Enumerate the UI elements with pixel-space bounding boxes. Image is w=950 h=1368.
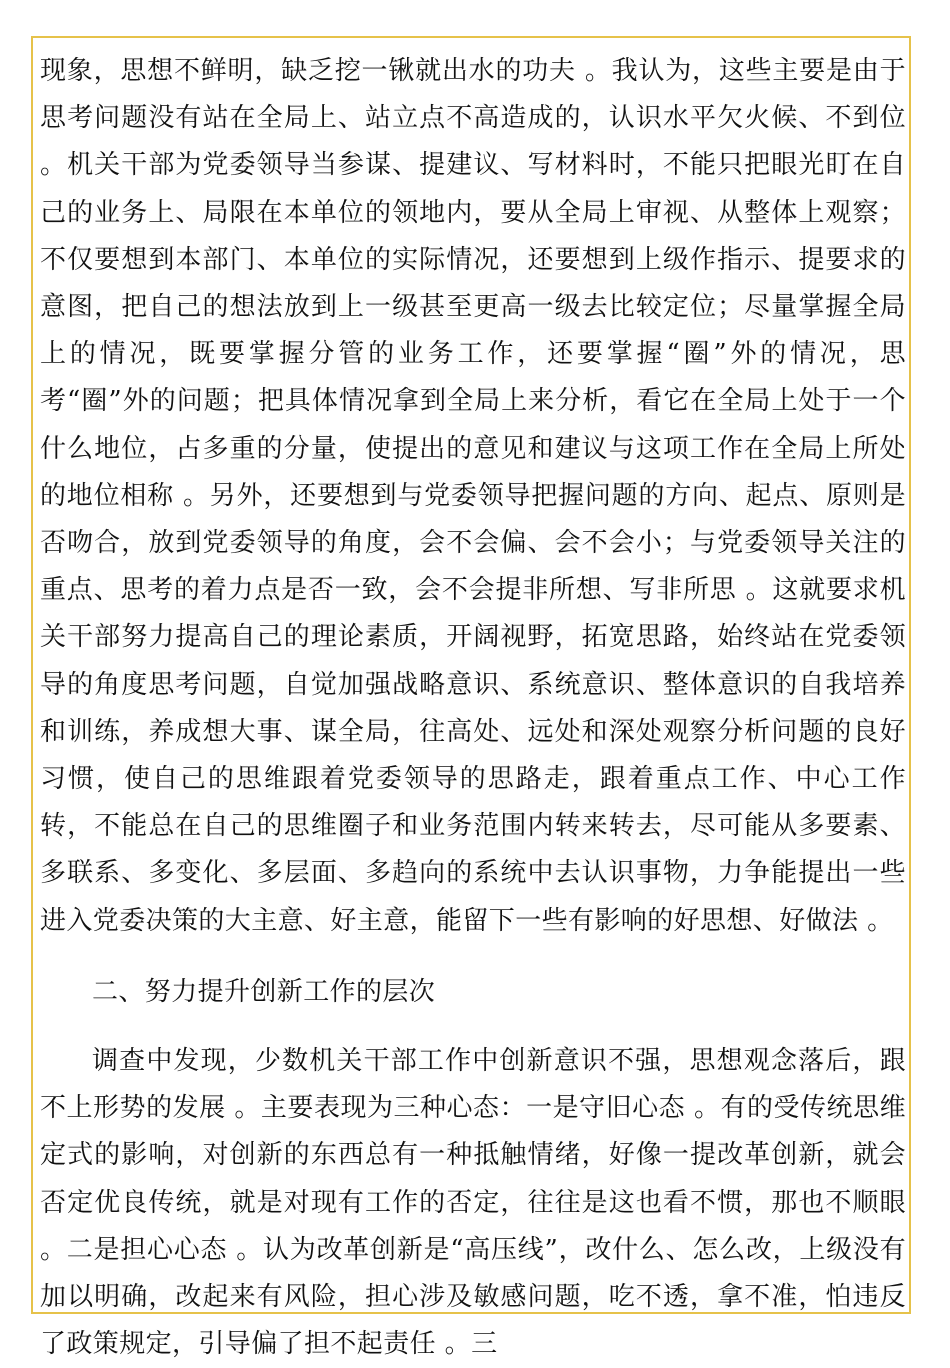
section-heading: 二、努力提升创新工作的层次 [92,976,436,1007]
document-body [40,48,906,1368]
paragraph-continuation: 现象，思想不鲜明，缺乏挖一锹就出水的功夫 。我认为，这些主要是由于思考问题没有站在全局上、站立点不高造成的，认识水平欠火候、不到位 。机关干部为党委领导当参谋、提建议、写材料时，不能只把眼光盯在自己的业务上、局限在本单位的领地内，要从全局上审视、从整体上观察；不仅要想到本部门、本单位的实际情况，还要想到上级作指示、提要求的意图，把自己的想法放到上一级甚至更高一级去比较定位；尽量掌握全局上的情况，既要掌握分管的业务工作，还要掌握“圈”外的情况，思考“圈”外的问题；把具体情况拿到全局上来分析，看它在全局上处于一个什么地位，占多重的分量，使提出的意见和建议与这项工作在全局上所处的地位相称 。另外，还要想到与党委领导把握问题的方向、起点、原则是否吻合，放到党委领导的角度，会不会偏、会不会小；与党委领导关注的重点、思考的着力点是否一致，会不会提非所想、写非所思 。这就要求机关干部努力提高自己的理论素质，开阔视野，拓宽思路，始终站在党委领导的角度思考问题，自觉加强战略意识、系统意识、整体意识的自我培养和训练，养成想大事、谋全局，往高处、远处和深处观察分析问题的良好习惯，使自己的思维跟着党委领导的思路走，跟着重点工作、中心工作转，不能总在自己的思维圈子和业务范围内转来转去，尽可能从多要素、多联系、多变化、多层面、多趋向的系统中去认识事物，力争能提出一些进入党委决策的大主意、好主意，能留下一些有影响的好思想、好做法 。 [40,56,906,936]
paragraph-survey: 调查中发现，少数机关干部工作中创新意识不强，思想观念落后，跟不上形势的发展 。主要表现为三种心态：一是守旧心态 。有的受传统思维定式的影响，对创新的东西总有一种抵触情绪，好像一提改革创新，就会否定优良传统，就是对现有工作的否定，往往是这也看不惯，那也不顺眼 。二是担心心态 。认为改革创新是“高压线”，改什么、怎么改，上级没有加以明确，改起来有风险，担心涉及敏感问题，吃不透，拿不准，怕违反了政策规定，引导偏了担不起责任 。三 [40,1046,906,1360]
